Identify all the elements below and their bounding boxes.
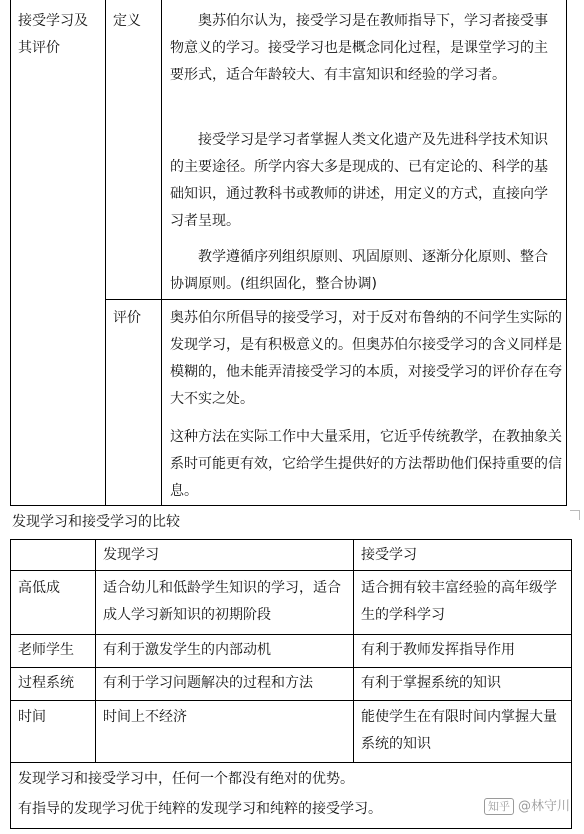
summary-line: 发现学习和接受学习中，任何一个都没有绝对的优势。: [18, 771, 354, 787]
column-header: 接受学习: [361, 547, 417, 563]
definition-paragraph: 接受学习是学习者掌握人类文化遗产及先进科学技术知识的主要途径。所学内容大多是现成的、已有定论的、科学的基础知识，通过教科书或教师的讲述，用定义的方式，直接向学习者呈现。: [170, 132, 548, 229]
reception-cell: 能使学生在有限时间内掌握大量系统的知识: [361, 709, 557, 752]
watermark-author: @林守川: [517, 799, 570, 814]
table-border: [105, 299, 567, 300]
topic-cell: 接受学习及其评价: [18, 13, 88, 56]
table-border: [105, 0, 106, 506]
definition-label: 定义: [113, 13, 141, 29]
evaluation-label: 评价: [113, 310, 141, 326]
discovery-cell: 有利于学习问题解决的过程和方法: [103, 675, 313, 691]
definition-paragraph: 教学遵循序列组织原则、巩固原则、逐渐分化原则、整合协调原则。(组织固化，整合协调): [170, 249, 548, 292]
definition-paragraph: 奥苏伯尔认为，接受学习是在教师指导下，学习者接受事物意义的学习。接受学习也是概念同化过程，是课堂学习的主要形式，适合年龄较大、有丰富知识和经验的学习者。: [170, 13, 548, 83]
table-border: [353, 539, 354, 763]
watermark-logo: 知乎: [484, 798, 514, 815]
discovery-cell: 有利于激发学生的内部动机: [103, 642, 271, 658]
reception-cell: 有利于教师发挥指导作用: [361, 642, 515, 658]
table-border: [161, 0, 162, 506]
discovery-cell: 时间上不经济: [103, 709, 187, 725]
table-border: [10, 505, 567, 506]
table-border: [10, 539, 11, 829]
row-label: 时间: [18, 709, 46, 725]
table-border: [566, 0, 567, 506]
evaluation-paragraph: 奥苏伯尔所倡导的接受学习，对于反对布鲁纳的不问学生实际的发现学习，是有积极意义的。但奥苏伯尔接受学习的含义同样是模糊的，他未能弄清接受学习的本质，对接受学习的评价存在夸大不实之处。: [170, 310, 562, 407]
evaluation-paragraph: 这种方法在实际工作中大量采用，它近乎传统教学，在教抽象关系时可能更有效，它给学生提供好的方法帮助他们保持重要的信息。: [170, 429, 562, 499]
watermark: [484, 797, 570, 817]
row-label: 过程系统: [18, 675, 74, 691]
table-border: [571, 539, 572, 829]
table-border: [10, 828, 572, 829]
section-heading: 发现学习和接受学习的比较: [12, 514, 180, 530]
table-corner-mark: [570, 510, 580, 520]
table-border: [95, 539, 96, 763]
summary-line: 有指导的发现学习优于纯粹的发现学习和纯粹的接受学习。: [18, 801, 382, 817]
reception-cell: 适合拥有较丰富经验的高年级学生的学科学习: [361, 580, 557, 623]
row-label: 高低成: [18, 580, 60, 596]
row-label: 老师学生: [18, 642, 74, 658]
reception-cell: 有利于掌握系统的知识: [361, 675, 501, 691]
discovery-cell: 适合幼儿和低龄学生知识的学习，适合成人学习新知识的初期阶段: [103, 580, 341, 623]
column-header: 发现学习: [103, 547, 159, 563]
table-border: [10, 0, 11, 506]
